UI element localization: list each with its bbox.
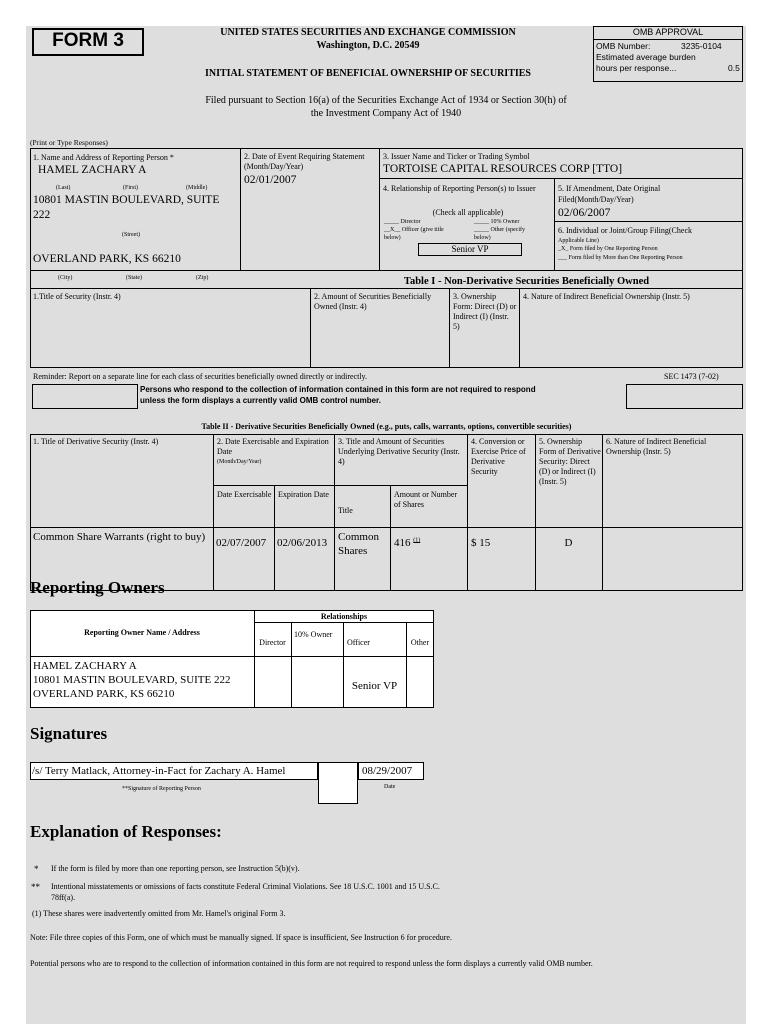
box1-city-label: (City) (58, 275, 73, 281)
box4-officer: __X__ Officer (give title (384, 227, 444, 233)
row-ownership-form: D (564, 537, 573, 549)
box4-check-note: (Check all applicable) (432, 208, 504, 217)
owner-name: HAMEL ZACHARY A (33, 660, 137, 672)
omb-burden-line2: hours per response... (596, 63, 677, 73)
form-sheet (26, 26, 746, 1024)
explanation-double-star-line2: 78ff(a). (51, 893, 76, 902)
box1-first-label: (First) (123, 185, 138, 191)
agency-location: Washington, D.C. 20549 (316, 40, 420, 51)
other-header: Other (410, 638, 430, 647)
owner-city: OVERLAND PARK, KS 66210 (33, 688, 175, 700)
reminder-text: Reminder: Report on a separate line for each class of securities beneficially owned directly or indirectly. (33, 372, 368, 381)
table2-col2-sub: (Month/Day/Year) (217, 459, 262, 465)
reminder-left-box (32, 384, 138, 409)
row-underlying-title: Common Shares (338, 531, 379, 557)
table2-col1: 1. Title of Derivative Security (Instr. 4) (33, 437, 159, 446)
box6-label: 6. Individual or Joint/Group Filing(Check (558, 226, 692, 235)
table2-title: Table II - Derivative Securities Beneficially Owned (e.g., puts, calls, warrants, options, convertible securities) (201, 422, 572, 431)
explanation-double-star: ** (31, 882, 40, 892)
box2-label: 2. Date of Event Requiring Statement (Month/Day/Year) (244, 152, 365, 171)
owner-name-header: Reporting Owner Name / Address (84, 628, 200, 637)
box5-amendment-date: 02/06/2007 (558, 207, 611, 219)
box4-below-2: below) (474, 235, 491, 241)
table1-col1: 1.Title of Security (Instr. 4) (33, 292, 121, 301)
omb-burden-line1: Estimated average burden (596, 52, 696, 62)
explanation-star: * (34, 864, 39, 874)
ten-percent-header: 10% Owner (294, 630, 333, 639)
box4-below-1: below) (384, 235, 401, 241)
box1-street-line2: 222 (33, 209, 51, 221)
box1-city-state-zip: OVERLAND PARK, KS 66210 (33, 253, 181, 265)
row-amount (394, 537, 420, 549)
omb-number-label: OMB Number: (596, 41, 651, 51)
reporting-owners-heading: Reporting Owners (30, 578, 165, 597)
signatures-heading: Signatures (30, 724, 108, 743)
box4-label: 4. Relationship of Reporting Person(s) to Issuer (383, 184, 536, 193)
box2-event-date: 02/01/2007 (244, 174, 297, 186)
box4-other: _____ Other (specify (474, 227, 525, 233)
director-header: Director (259, 638, 286, 647)
sec-number: SEC 1473 (7-02) (664, 372, 719, 381)
owner-officer-title: Senior VP (351, 680, 398, 692)
row-date-exercisable: 02/07/2007 (216, 537, 267, 549)
omb-number-value: 3235-0104 (681, 41, 722, 51)
box3-issuer: TORTOISE CAPITAL RESOURCES CORP [TTO] (383, 163, 623, 175)
box1-zip-label: (Zip) (196, 275, 209, 281)
row-amount-value: 416 (394, 537, 411, 549)
box1-last-label: (Last) (56, 185, 71, 191)
table2-col6: 6. Nature of Indirect Beneficial Ownership (Instr. 5) (606, 437, 707, 456)
signature-date: 08/29/2007 (362, 765, 413, 777)
persons-respond-line1: Persons who respond to the collection of information contained in this form are not required to respond (140, 385, 536, 394)
box1-state-label: (State) (126, 275, 142, 281)
box4-ten-percent: _____ 10% Owner (474, 219, 520, 225)
table2-col3: 3. Title and Amount of Securities Underlying Derivative Security (Instr. 4) (338, 437, 460, 466)
filed-pursuant-line1: Filed pursuant to Section 16(a) of the Securities Exchange Act of 1934 or Section 30(h) of (205, 95, 567, 106)
reminder-right-box (626, 384, 743, 409)
date-caption: Date (384, 784, 396, 790)
box6-one-person: _X_ Form filed by One Reporting Person (558, 246, 658, 252)
box1-label: 1. Name and Address of Reporting Person * (33, 153, 174, 162)
footnote-ref-1[interactable]: (1) (413, 537, 421, 544)
table2-amount-col: Amount or Number of Shares (394, 490, 458, 509)
row-security-title: Common Share Warrants (right to buy) (33, 531, 206, 543)
persons-respond-line2: unless the form displays a currently valid OMB control number. (140, 396, 381, 405)
box1-street-line1: 10801 MASTIN BOULEVARD, SUITE (33, 194, 220, 206)
table1-col3: 3. Ownership Form: Direct (D) or Indirect (I) (Instr. 5) (453, 292, 517, 331)
box4-officer-title: Senior VP (451, 244, 489, 254)
print-type-note: (Print or Type Responses) (30, 138, 108, 147)
box1-middle-label: (Middle) (186, 185, 208, 191)
box1-name: HAMEL ZACHARY A (38, 164, 147, 176)
signature-gap-box (318, 762, 358, 804)
explanation-heading: Explanation of Responses: (30, 822, 222, 841)
form-number: FORM 3 (52, 30, 124, 51)
row-expiration-date: 02/06/2013 (277, 537, 328, 549)
explanation-star-text: If the form is filed by more than one reporting person, see Instruction 5(b)(v). (51, 864, 300, 873)
omb-burden-value: 0.5 (728, 63, 740, 73)
filed-pursuant-line2: the Investment Company Act of 1940 (310, 108, 462, 119)
omb-approval-title: OMB APPROVAL (632, 27, 704, 37)
explanation-potential: Potential persons who are to respond to the collection of information contained in this form are not required to respond unless the form displays a currently valid OMB number. (30, 959, 593, 968)
explanation-double-star-line1: Intentional misstatements or omissions of facts constitute Federal Criminal Violations. See 18 U.S.C. 1001 and 15 U.S.C. (51, 882, 440, 891)
row-conversion-price: $ 15 (471, 537, 491, 549)
officer-header: Officer (347, 638, 370, 647)
explanation-double-star-text (51, 881, 571, 903)
owner-street: 10801 MASTIN BOULEVARD, SUITE 222 (33, 674, 231, 686)
table1-title: Table I - Non-Derivative Securities Beneficially Owned (403, 276, 650, 287)
explanation-note: Note: File three copies of this Form, one of which must be manually signed. If space is insufficient, See Instruction 6 for procedure. (30, 933, 452, 942)
table2-col2: 2. Date Exercisable and Expiration Date (217, 437, 329, 456)
box1-street-label: (Street) (122, 232, 140, 238)
table2-title-col: Title (338, 506, 353, 515)
table2-expiration-date: Expiration Date (278, 490, 329, 499)
table2-col5: 5. Ownership Form of Derivative Security: Direct (D) or Indirect (I) (Instr. 5) (539, 437, 601, 486)
form-title: INITIAL STATEMENT OF BENEFICIAL OWNERSHIP OF SECURITIES (204, 68, 531, 79)
table2-date-exercisable: Date Exercisable (217, 490, 272, 499)
table1-col2: 2. Amount of Securities Beneficially Owned (Instr. 4) (314, 292, 432, 311)
box6-more-than-one: ___ Form filed by More than One Reporting Person (558, 255, 683, 261)
table2-col4: 4. Conversion or Exercise Price of Derivative Security (471, 437, 526, 476)
table1-col4: 4. Nature of Indirect Beneficial Ownership (Instr. 5) (523, 292, 690, 301)
signature-text: /s/ Terry Matlack, Attorney-in-Fact for Zachary A. Hamel (32, 765, 286, 777)
agency-name: UNITED STATES SECURITIES AND EXCHANGE COMMISSION (220, 27, 516, 38)
box5-label: 5. If Amendment, Date Original (558, 184, 661, 193)
box5-label2: Filed(Month/Day/Year) (558, 195, 634, 204)
signature-caption: **Signature of Reporting Person (122, 786, 201, 792)
explanation-footnote-1: (1) These shares were inadvertently omitted from Mr. Hamel's original Form 3. (32, 909, 286, 918)
box6-label2: Applicable Line) (558, 238, 599, 244)
relationships-header: Relationships (320, 612, 368, 621)
box3-label: 3. Issuer Name and Ticker or Trading Symbol (383, 152, 530, 161)
box4-director: _____ Director (384, 219, 421, 225)
